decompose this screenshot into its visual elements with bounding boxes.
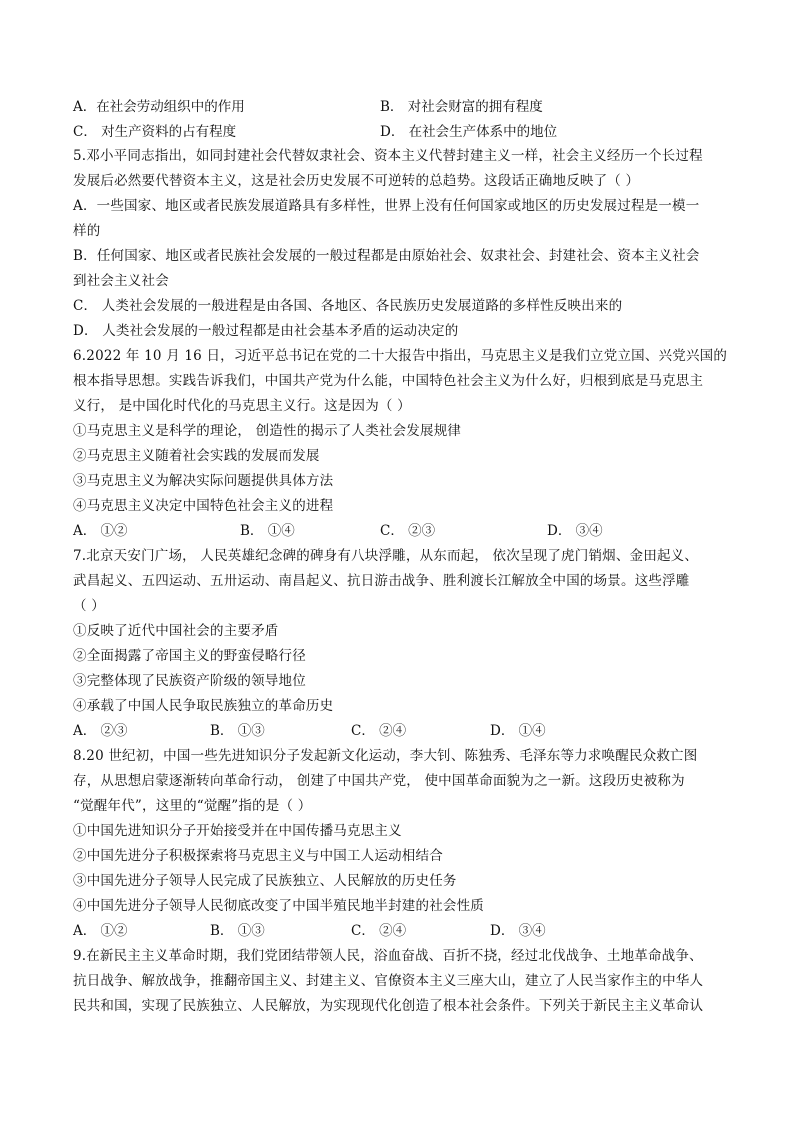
q7-option-d: D． ①④	[490, 723, 546, 739]
q4-option-b: B． 对社会财富的拥有程度	[380, 99, 543, 115]
q8-option-c: C． ②④	[351, 923, 407, 939]
q7-stem-line-1: 7.北京天安门广场， 人民英雄纪念碑的碑身有八块浮雕，从东而起， 依次呈现了虎门销烟、金田起义、	[73, 548, 699, 564]
q6-stem-line-3: 义行， 是中国化时代化的马克思主义行。这是因为（ ）	[73, 398, 411, 414]
q7-stem-line-3: （ ）	[73, 598, 105, 614]
q6-statement-4: ④马克思主义决定中国特色社会主义的进程	[73, 498, 334, 514]
q6-options	[73, 522, 733, 540]
q9-stem-line-1: 9.在新民主主义革命时期，我们党团结带领人民，浴血奋战、百折不挠，经过北伐战争、土地革命战争、	[73, 948, 703, 964]
q4-options-row-1	[73, 98, 733, 116]
q6-stem-line-1: 6.2022 年 10 月 16 日，习近平总书记在党的二十大报告中指出，马克思主义是我们立党立国、兴党兴国的	[73, 348, 728, 364]
q7-stem-line-2: 武昌起义、五四运动、五卅运动、南昌起义、抗日游击战争、胜利渡长江解放全中国的场景。这些浮雕	[73, 573, 690, 589]
q8-statement-4: ④中国先进分子领导人民彻底改变了中国半殖民地半封建的社会性质	[73, 898, 484, 914]
q8-statement-1: ①中国先进知识分子开始接受并在中国传播马克思主义	[73, 823, 402, 839]
q5-option-d: D． 人类社会发展的一般过程都是由社会基本矛盾的运动决定的	[73, 323, 459, 339]
q7-statement-4: ④承载了中国人民争取民族独立的革命历史	[73, 698, 334, 714]
q5-option-a-line-2: 样的	[73, 223, 101, 239]
q5-option-c: C． 人类社会发展的一般进程是由各国、各地区、各民族历史发展道路的多样性反映出来的	[73, 298, 623, 314]
q5-stem-line-2: 发展后必然要代替资本主义，这是社会历史发展不可逆转的总趋势。这段话正确地反映了（ ）	[73, 173, 640, 189]
q8-option-d: D． ③④	[490, 923, 546, 939]
q6-option-c: C． ②③	[380, 523, 436, 539]
q8-option-a: A． ①②	[73, 923, 128, 939]
q6-option-a: A． ①②	[73, 523, 128, 539]
q5-option-b-line-2: 到社会主义社会	[73, 273, 169, 289]
q6-statement-2: ②马克思主义随着社会实践的发展而发展	[73, 448, 320, 464]
q9-stem-line-3: 民共和国，实现了民族独立、人民解放，为实现现代化创造了根本社会条件。下列关于新民主主义革命认	[73, 998, 704, 1014]
q8-statement-3: ③中国先进分子领导人民完成了民族独立、人民解放的历史任务	[73, 873, 457, 889]
q9-stem-line-2: 抗日战争、解放战争，推翻帝国主义、封建主义、官僚资本主义三座大山，建立了人民当家作主的中华人	[73, 973, 704, 989]
q8-stem-line-3: “觉醒年代”，这里的“觉醒”指的是（ ）	[73, 798, 312, 814]
q6-stem-line-2: 根本指导思想。实践告诉我们，中国共产党为什么能，中国特色社会主义为什么好，归根到底是马克思主	[73, 373, 704, 389]
q5-option-b-line-1: B．任何国家、地区或者民族社会发展的一般过程都是由原始社会、奴隶社会、封建社会、资本主义社会	[73, 248, 700, 264]
q4-option-c: C． 对生产资料的占有程度	[73, 124, 237, 140]
q7-statement-1: ①反映了近代中国社会的主要矛盾	[73, 623, 279, 639]
q7-options	[73, 722, 733, 740]
q8-option-b: B． ①③	[210, 923, 265, 939]
q4-option-a: A．在社会劳动组织中的作用	[73, 99, 245, 115]
q6-statement-1: ①马克思主义是科学的理论， 创造性的揭示了人类社会发展规律	[73, 423, 462, 439]
q4-options-row-2	[73, 123, 733, 141]
q8-stem-line-2: 存，从思想启蒙逐渐转向革命行动， 创建了中国共产党， 使中国革命面貌为之一新。这段历史被称为	[73, 773, 685, 789]
q7-option-b: B． ①③	[210, 723, 265, 739]
q7-option-c: C． ②④	[351, 723, 407, 739]
q7-option-a: A． ②③	[73, 723, 128, 739]
q6-statement-3: ③马克思主义为解决实际问题提供具体方法	[73, 473, 334, 489]
q8-options	[73, 922, 733, 940]
q8-statement-2: ②中国先进分子积极探索将马克思主义与中国工人运动相结合	[73, 848, 443, 864]
q5-stem-line-1: 5.邓小平同志指出，如同封建社会代替奴隶社会、资本主义代替封建主义一样，社会主义经历一个长过程	[73, 148, 703, 164]
q6-option-d: D． ③④	[547, 523, 603, 539]
q5-option-a-line-1: A．一些国家、地区或者民族发展道路具有多样性，世界上没有任何国家或地区的历史发展过程是一模一	[73, 198, 700, 214]
q6-option-b: B． ①④	[240, 523, 295, 539]
q7-statement-2: ②全面揭露了帝国主义的野蛮侵略行径	[73, 648, 306, 664]
q4-option-d: D． 在社会生产体系中的地位	[380, 124, 558, 140]
q7-statement-3: ③完整体现了民族资产阶级的领导地位	[73, 673, 306, 689]
q8-stem-line-1: 8.20 世纪初，中国一些先进知识分子发起新文化运动，李大钊、陈独秀、毛泽东等力求唤醒民众救亡图	[73, 748, 698, 764]
